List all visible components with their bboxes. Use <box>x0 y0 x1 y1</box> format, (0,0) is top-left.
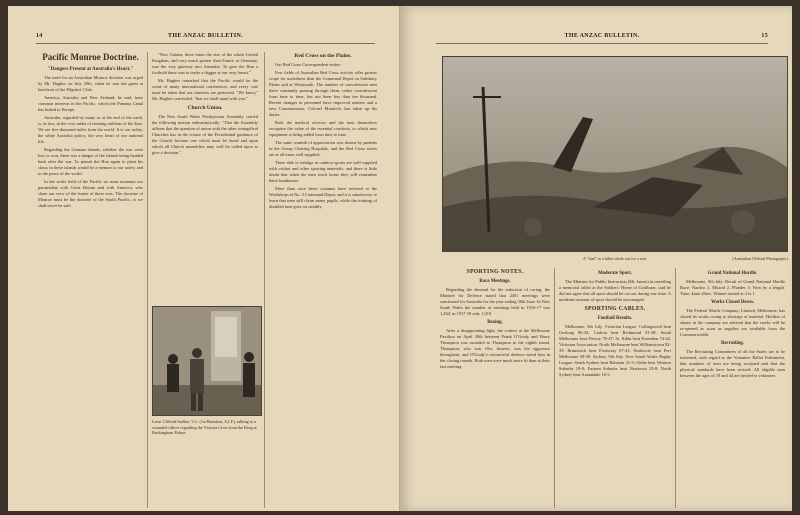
column-red-cross <box>269 52 377 508</box>
magazine-spread <box>8 6 792 511</box>
soldiers-photo-art <box>153 307 262 416</box>
monroe-paragraph: Australia, regarded by many as at the end of the earth, is, in fact, in the very midst of teeming millions of the East. We are five thousand miles from the world. It is our safety, the white Australia policy, the very heart of our national life. <box>38 115 143 144</box>
works-closed-heading: Works Closed Down. <box>710 300 755 305</box>
red-cross-heading: Red Cross on the Plains. <box>294 53 352 59</box>
red-cross-paragraph: The same warmth of appreciation was shown by patients in the Group Clearing Hospitals, and the Red Cross stores are at all times well supplied. <box>269 140 377 157</box>
mid-paragraph: Mr. Hughes remarked that the Pacific would be the scene of many international conferences, and every care must be taken that our interests are protected. "We know," Mr. Hughes concluded, "that we shall stand with you." <box>152 78 258 101</box>
column-rule <box>675 268 676 508</box>
column-monroe <box>38 52 143 508</box>
red-cross-paragraph: There able to indulge in outdoor sports are well supplied with cricket and other sporting materials, and there is little doubt that when the men reach home they will remember these kindnesses. <box>269 160 377 183</box>
publication-title-left: THE ANZAC BULLETIN. <box>168 33 243 39</box>
red-cross-paragraph: More than once these columns have referred to the Workshops at No. 3 Command Depot, and it is satisfactory to learn that men still claim many pupils, while the training of disabled men goes on steadily. <box>269 186 377 209</box>
battlefield-photo-art <box>443 57 788 252</box>
page-number-left: 14 <box>36 33 43 39</box>
grand-national-heading: Grand National Hurdle. <box>707 271 758 276</box>
running-header-left <box>36 32 375 44</box>
column-sporting-notes <box>440 268 550 508</box>
church-union-paragraph: The New South Wales Presbyterian Assembly carried the following motion enthusiastically: "That the Assembly affirms that the question of union with the other evangelical Churches has in the course of the Presidential guidance of the Church become one which must be faced and upon which all Church assemblies may well be called upon to give a decision." <box>152 114 258 155</box>
moderate-sport-heading: Moderate Sport. <box>598 271 632 276</box>
column-rule <box>264 52 265 508</box>
sporting-notes-heading: SPORTING NOTES. <box>466 269 524 275</box>
page-number-right: 15 <box>761 33 768 39</box>
column-rule <box>147 52 148 508</box>
race-meetings-heading: Race Meetings. <box>479 279 511 284</box>
monroe-paragraph: In the wider field of the Pacific we must maintain our partnership with Great Britain and with America, who share our view of the future of these seas. The doctrine of Monroe must be the doctrine of the South Pacific, or we shall never be safe. <box>38 179 143 208</box>
race-meetings-text: Regarding the demand for the reduction of racing, the Minister for Defence stated that 2401 meetings were sanctioned for Australia for the year ending 30th June. In New South Wales the number of meetings held in 1916-17 was 1,264, in 1917-18 only 1,010. <box>440 287 550 316</box>
monroe-subheadline: "Dangers Present at Australia's Heart." <box>47 67 134 72</box>
sporting-cables-heading: SPORTING CABLES. <box>584 306 646 312</box>
monroe-paragraph: The need for an Australian Monroe doctrine was urged by Mr. Hughes on July 29th, when he was the guest at luncheon of the Pilgrims' Club. <box>38 75 143 92</box>
publication-title-right: THE ANZAC BULLETIN. <box>564 33 640 39</box>
church-union-heading: Church Union. <box>187 105 223 111</box>
football-results-text: Melbourne, 9th July. Victorian League: Collingwood beat Geelong 86-32; Carlton beat Richmond 91-38; South Melbourne beat Fitzroy 76-47; St. Kilda beat Essendon 74-42. Victorian Association: North Melbourne beat Williamstown 82-39; Brunswick beat Footscray 67-41; Northcote beat Port Melbourne 58-50. Sydney, 9th July. New South Wales Rugby League: South Sydney beat Balmain 21-5; Glebe beat Western Suburbs 18-8; Eastern Suburbs beat Newtown 23-8; North Sydney beat Annandale 16-3. <box>559 324 671 377</box>
right-page <box>400 6 792 511</box>
football-results-heading: Football Results. <box>597 316 633 321</box>
mid-paragraph: "New Guinea, three times the size of the whole United Kingdom, and very much greater than France or Germany, was the very gateway into Australia. To give the Hun a foothold there was to invite a dagger at our very breast." <box>152 52 258 75</box>
battlefield-photo-credit: (Australian Official Photograph.) <box>732 256 788 261</box>
works-closed-text: The Federal Match Company, Limited, Melbourne, has closed its works owing to shortage of material. Holders of shares in the company are advised that the works will be re-opened as soon as supplies are available from the Commonwealth. <box>680 308 785 337</box>
soldiers-photo-caption: Lieut. Clifford Sadlier, V.C. (1st Battalion, A.I.F.), talking to a wounded officer regarding the Victoria Cross from the King at Buckingham Palace. <box>152 419 257 435</box>
monroe-paragraph: Regarding the German islands, whether the war were lost or won, there was a danger of the islands being handed back after the war. To permit the Hun again to plant his claws in these islands would be a menace to our safety and to the peace of the world. <box>38 147 143 176</box>
grand-national-text: Melbourne, 9th July. Result of Grand National Hurdle Race: Nardoo 1, Mistral 2, Plunder 3. Won by a length. Time, 4min 49sec. Winner started at 4 to 1. <box>680 279 785 296</box>
recruiting-text: The Recruiting Committees of all the States are to be informed, with regard to the Volunteer Ballot Enlistment, that numbers of men are being accepted and that the physical standards have been revised. All eligible men between the ages of 18 and 44 are invited to volunteer. <box>680 349 785 378</box>
soldiers-photo <box>152 306 262 416</box>
red-cross-paragraph: Both the medical services and the men themselves recognise the value of the essential comforts, to which new equipment is being added from time to time. <box>269 120 377 137</box>
running-header-right <box>436 32 768 44</box>
red-cross-paragraph: Few fields of Australian Red Cross activity offer greater scope for usefulness than the Command Depot on Salisbury Plains and at Weymouth. The number of convalescent men there constantly passing through them, rather convalescent from time to time, has not been less than ten thousand. Recent changes in personnel have improved matters and a new Commissioner, Colonel Murdoch, has taken up his duties. <box>269 70 377 117</box>
moderate-sport-text: The Minister for Public Instruction (Mr. James) in unveiling a memorial tablet at the Soldiers' Home of Goulburn, said he did not agree that all sport should be cut out during war time. A moderate amount of sport should be encouraged. <box>559 279 671 302</box>
battlefield-photo-caption: A "dud" in a billet while out for a rest. <box>582 256 648 261</box>
boxing-heading: Boxing. <box>487 320 503 325</box>
column-sporting-cables <box>559 268 671 508</box>
monroe-headline: Pacific Monroe Doctrine. <box>42 52 139 62</box>
battlefield-photo <box>442 56 788 252</box>
recruiting-heading: Recruiting. <box>720 341 745 346</box>
column-mid-top <box>152 52 258 302</box>
column-news <box>680 268 785 508</box>
column-rule <box>554 268 555 508</box>
boxing-text: After a disappointing fight, the contest at the Melbourne Pavilion on April 30th between Frank O'Grady and Harry Thompson was awarded to Thompson in the eighth round. Thompson, who was 10st. heavier, was the aggressor throughout, and O'Grady's resourceful defence saved him in the closing rounds. Both men were much more fit than at their last meeting. <box>440 328 550 369</box>
red-cross-paragraph: Our Red Cross Correspondent writes: <box>275 62 342 67</box>
monroe-paragraph: America, Australia and New Zealand, he said, have common interests in the Pacific, which the Panama Canal has linked to Europe. <box>38 95 143 112</box>
